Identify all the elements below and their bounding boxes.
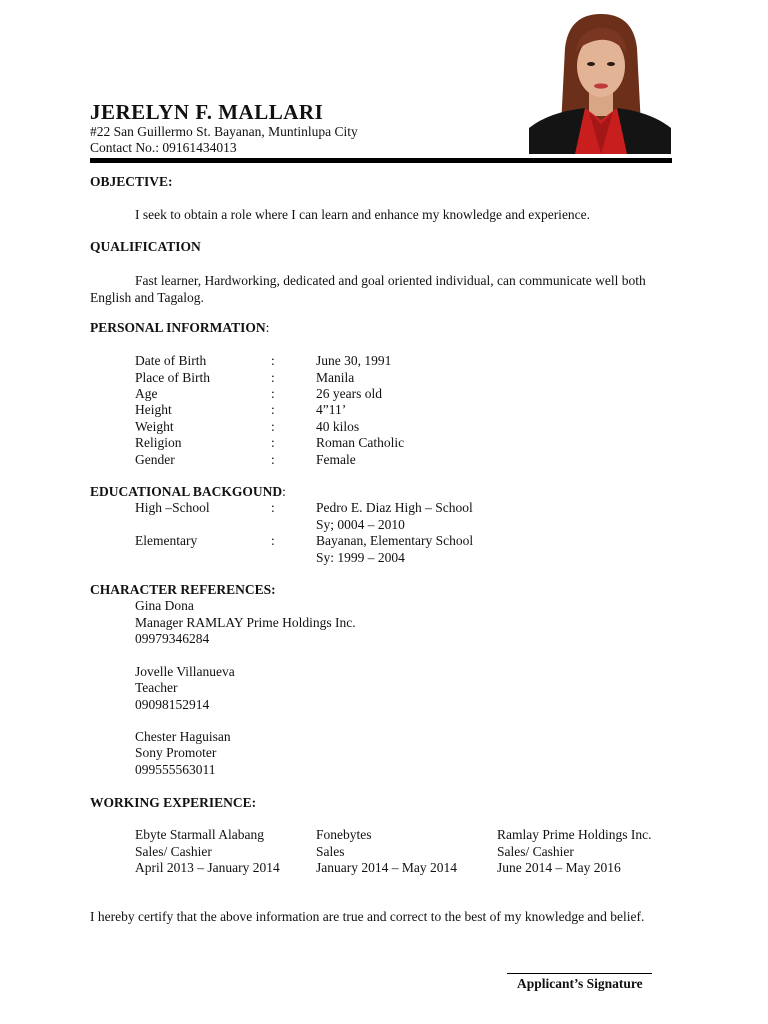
applicant-name: JERELYN F. MALLARI	[90, 100, 324, 124]
education-separator: :	[271, 533, 275, 548]
applicant-photo	[529, 8, 671, 154]
signature-label: Applicant’s Signature	[517, 976, 643, 991]
education-separator: :	[271, 500, 275, 515]
job-company: Fonebytes	[316, 827, 372, 842]
personal-separator: :	[271, 402, 275, 417]
address: #22 San Guillermo St. Bayanan, Muntinlupa City	[90, 124, 358, 139]
reference-name: Jovelle Villanueva	[135, 664, 235, 679]
personal-info-heading-text: PERSONAL INFORMATION	[90, 320, 266, 335]
reference-role: Manager RAMLAY Prime Holdings Inc.	[135, 615, 356, 630]
job-period: April 2013 – January 2014	[135, 860, 280, 875]
personal-label: Height	[135, 402, 172, 417]
personal-value: 4”11’	[316, 402, 347, 417]
header-divider	[90, 158, 672, 163]
education-heading-colon: :	[282, 484, 286, 499]
personal-value: June 30, 1991	[316, 353, 392, 368]
reference-role: Sony Promoter	[135, 745, 217, 760]
job-period: January 2014 – May 2014	[316, 860, 457, 875]
personal-info-heading	[90, 320, 269, 336]
education-years: Sy: 1999 – 2004	[316, 550, 405, 565]
personal-value: 26 years old	[316, 386, 382, 401]
personal-value: 40 kilos	[316, 419, 360, 434]
personal-value: Female	[316, 452, 356, 467]
personal-value: Manila	[316, 370, 355, 385]
education-heading-text: EDUCATIONAL BACKGOUND	[90, 484, 283, 499]
reference-name: Chester Haguisan	[135, 729, 231, 744]
reference-phone: 099555563011	[135, 762, 216, 777]
personal-label: Age	[135, 386, 158, 401]
job-company: Ramlay Prime Holdings Inc.	[497, 827, 652, 842]
personal-separator: :	[271, 452, 275, 467]
education-school: Bayanan, Elementary School	[316, 533, 474, 548]
personal-value: Roman Catholic	[316, 435, 405, 450]
job-company: Ebyte Starmall Alabang	[135, 827, 264, 842]
personal-label: Weight	[135, 419, 174, 434]
signature-line	[507, 973, 652, 974]
contact-number: Contact No.: 09161434013	[90, 140, 237, 155]
qualification-text: Fast learner, Hardworking, dedicated and goal oriented individual, can communicate well both English and Tagalog.	[90, 273, 646, 305]
personal-separator: :	[271, 435, 275, 450]
objective-heading: OBJECTIVE:	[90, 174, 173, 189]
work-heading: WORKING EXPERIENCE:	[90, 795, 257, 810]
personal-label: Gender	[135, 452, 175, 467]
job-position: Sales	[316, 844, 345, 859]
job-period: June 2014 – May 2016	[497, 860, 621, 875]
portrait-image	[529, 8, 671, 154]
personal-separator: :	[271, 353, 275, 368]
education-level: High –School	[135, 500, 210, 515]
references-heading: CHARACTER REFERENCES:	[90, 582, 276, 597]
personal-separator: :	[271, 386, 275, 401]
personal-separator: :	[271, 419, 275, 434]
personal-label: Religion	[135, 435, 182, 450]
qualification-heading: QUALIFICATION	[90, 239, 201, 254]
job-position: Sales/ Cashier	[497, 844, 574, 859]
education-years: Sy; 0004 – 2010	[316, 517, 405, 532]
education-heading	[90, 484, 286, 500]
reference-name: Gina Dona	[135, 598, 194, 613]
reference-phone: 09979346284	[135, 631, 210, 646]
certification-statement: I hereby certify that the above information are true and correct to the best of my knowledge and belief.	[90, 909, 645, 924]
personal-separator: :	[271, 370, 275, 385]
education-school: Pedro E. Diaz High – School	[316, 500, 473, 515]
education-level: Elementary	[135, 533, 198, 548]
personal-label: Place of Birth	[135, 370, 210, 385]
reference-role: Teacher	[135, 680, 178, 695]
reference-phone: 09098152914	[135, 697, 210, 712]
objective-text: I seek to obtain a role where I can learn and enhance my knowledge and experience.	[135, 207, 591, 222]
job-position: Sales/ Cashier	[135, 844, 212, 859]
personal-info-heading-colon: :	[265, 320, 270, 335]
personal-label: Date of Birth	[135, 353, 207, 368]
